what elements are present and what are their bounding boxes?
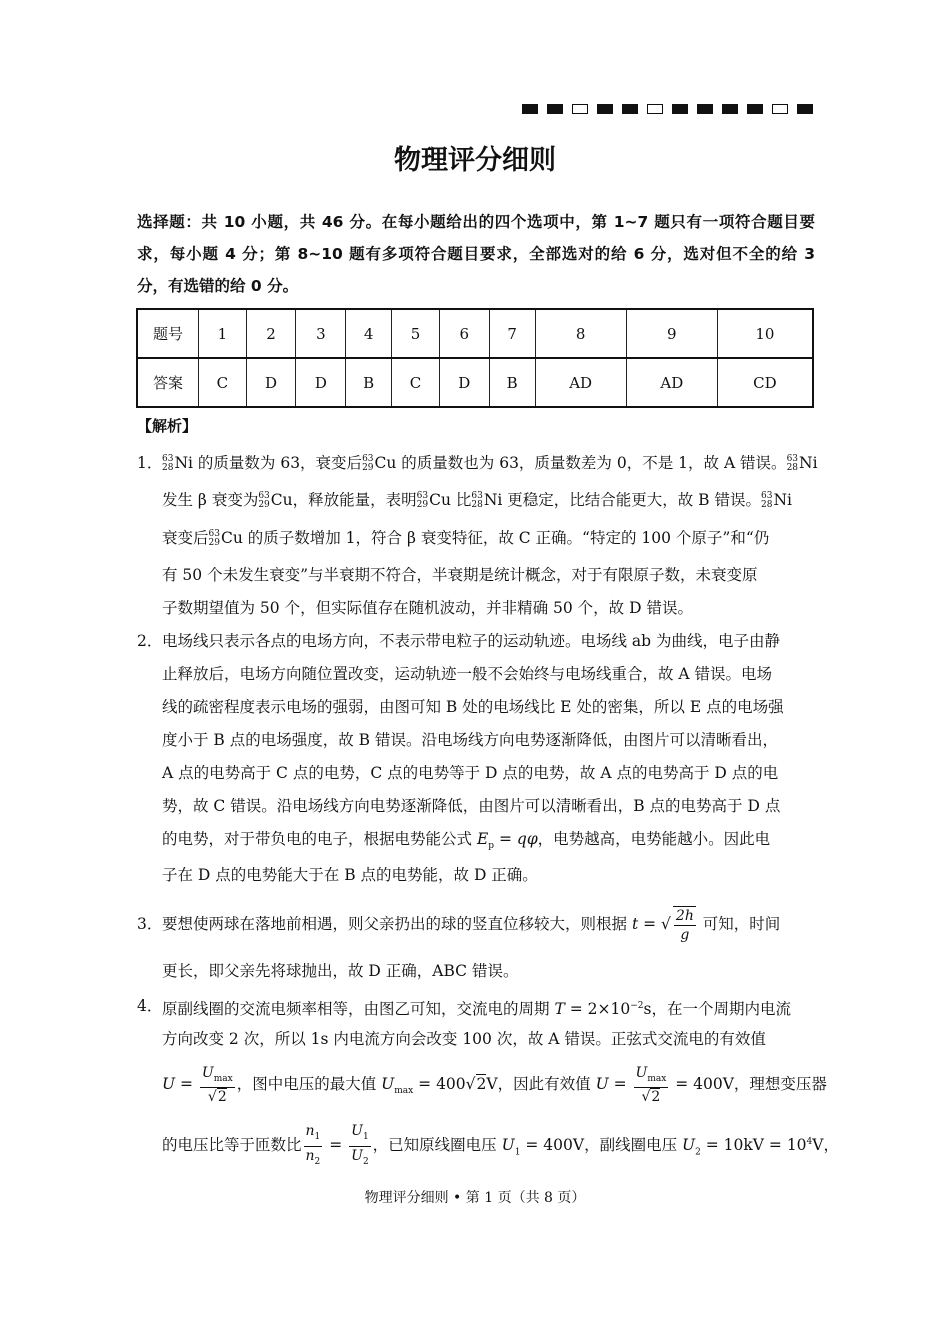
q4-line: 的电压比等于匝数比 $\frac{n_1}{n_2}$ = $\frac{U_1}{U_2}$ ，已知原线圈电压 $U_1 = 400V$，副线圈电压 $U_2 = 10kV = 10^4V$， — [162, 1122, 839, 1167]
q2-line: 势，故 C 错误。沿电场线方向电势逐渐降低，由图片可以清晰看出，B 点的电势高于 D 点 — [162, 797, 781, 815]
row-label: 题号 — [137, 309, 199, 358]
answer-table — [136, 308, 814, 408]
q2-line: 止释放后，电场方向随位置改变，运动轨迹一般不会始终与电场线重合，故 A 错误。电场 — [162, 665, 773, 683]
intro-paragraph: 选择题：共 10 小题，共 46 分。在每小题给出的四个选项中，第 1~7 题只有一项符合题目要求，每小题 4 分；第 8~10 题有多项符合题目要求，全部选对的给 6 分，选对但不全的给 3 分，有选错的给 0 分。 — [137, 213, 815, 295]
q2-number: 2． — [137, 632, 163, 650]
q2-line: 子在 D 点的电势能大于在 B 点的电势能，故 D 正确。 — [162, 866, 538, 884]
page-title: 物理评分细则 — [394, 145, 556, 176]
q4-number: 4． — [137, 997, 163, 1015]
q2-line: 的电势，对于带负电的电子，根据电势能公式 $E_p = q\varphi$，电势越高，电势能越小。因此电 — [162, 830, 771, 852]
q3-line: 要想使两球在落地前相遇，则父亲扔出的球的竖直位移较大，则根据 t = √ $\frac{2h}{g}$ 可知，时间 — [162, 908, 781, 943]
q2-line: A 点的电势高于 C 点的电势，C 点的电势等于 D 点的电势，故 A 点的电势高于 D 点的电 — [162, 764, 779, 782]
q1-line: 发生 β 衰变为63 29Cu，释放能量，表明63 29Cu 比63 28Ni 更稳定，比结合能更大，故 B 错误。63 28Ni — [162, 491, 792, 510]
q3-number: 3． — [137, 915, 163, 933]
q1-line: 63 28Ni 的质量数为 63，衰变后63 29Cu 的质量数也为 63，质量数差为 0，不是 1，故 A 错误。63 28Ni — [162, 454, 818, 473]
analysis-heading: 【解析】 — [137, 417, 198, 435]
q1-number: 1． — [137, 454, 163, 472]
answer-row: 答案 C D D B C D B AD AD CD — [137, 358, 813, 407]
row-label: 答案 — [137, 358, 199, 407]
q1-line: 有 50 个未发生衰变”与半衰期不符合，半衰期是统计概念，对于有限原子数，未衰变原 — [162, 566, 758, 584]
q2-line: 电场线只表示各点的电场方向，不表示带电粒子的运动轨迹。电场线 ab 为曲线，电子由静 — [162, 632, 781, 650]
q4-line: 方向改变 2 次，所以 1s 内电流方向会改变 100 次，故 A 错误。正弦式交流电的有效值 — [162, 1030, 766, 1048]
q4-line: U = $\frac{U_{max}}{√2}$ ，图中电压的最大值 $U_{max} = 400√2V$，因此有效值 U = $\frac{U_{max}}{√2}$ = 400V，理想变压器 — [162, 1064, 827, 1106]
q2-line: 度小于 B 点的电场强度，故 B 错误。沿电场线方向电势逐渐降低，由图片可以清晰看出， — [162, 731, 778, 749]
page-footer: 物理评分细则 • 第 1 页（共 8 页） — [364, 1190, 586, 1206]
question-number-row: 题号 1 2 3 4 5 6 7 8 9 10 — [137, 309, 813, 358]
q1-line: 子数期望值为 50 个，但实际值存在随机波动，并非精确 50 个，故 D 错误。 — [162, 599, 693, 617]
header-marks — [522, 104, 813, 114]
q3-line: 更长，即父亲先将球抛出，故 D 正确，ABC 错误。 — [162, 962, 519, 980]
q2-line: 线的疏密程度表示电场的强弱，由图可知 B 处的电场线比 E 处的密集，所以 E 点的电场强 — [162, 698, 784, 716]
q4-line: 原副线圈的交流电频率相等，由图乙可知，交流电的周期 $T = 2\times 10^{-2}s$，在一个周期内电流 — [162, 1000, 791, 1019]
q1-line: 衰变后63 29Cu 的质子数增加 1，符合 β 衰变特征，故 C 正确。“特定的 100 个原子”和“仍 — [162, 529, 770, 548]
